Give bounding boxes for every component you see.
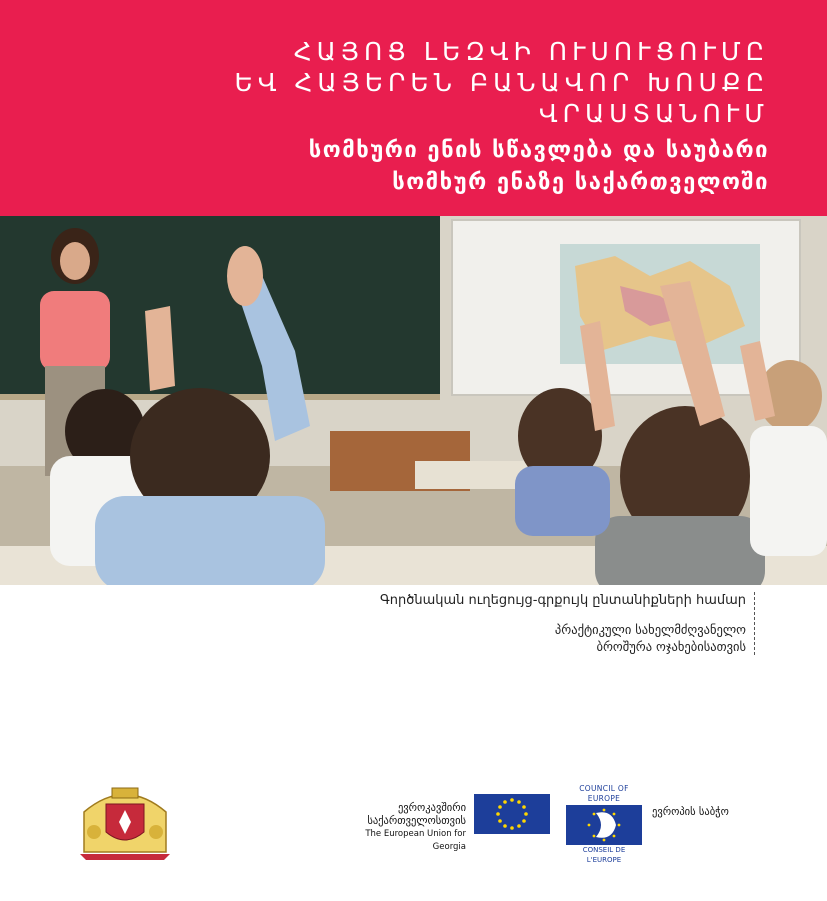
georgian-subtitle-line-1: პრაქტიკული სახელმძღვანელო: [554, 622, 746, 637]
classroom-photo: [0, 216, 827, 585]
coat-of-arms-icon: [74, 782, 176, 862]
armenian-title-line-2: ԵՎ ՀԱՅԵՐԵՆ ԲԱՆԱՎՈՐ ԽՈՍՔԸ: [234, 68, 769, 97]
eu-flag-icon: [474, 794, 550, 834]
georgian-title-line-1: სომხური ენის სწავლება და საუბარი: [308, 138, 769, 163]
coe-bottom-text: CONSEIL DE L'EUROPE: [582, 846, 626, 864]
armenian-title-line-1: ՀԱՅՈՑ ԼԵԶՎԻ ՈՒՍՈՒՑՈՒՄԸ: [293, 37, 769, 66]
logo-strip: [0, 780, 827, 870]
coe-emblem-icon: [566, 805, 642, 845]
title-banner: [0, 0, 827, 216]
subtitle-block: [326, 592, 755, 655]
eu-text-english: The European Union for Georgia: [365, 829, 466, 852]
coe-top-text: COUNCIL OF EUROPE: [579, 784, 629, 803]
georgian-subtitle-line-2: ბროშურა ოჯახებისათვის: [596, 639, 746, 654]
eu-text-line-2: საქართველოსთვის: [367, 815, 466, 827]
armenian-title-line-3: ՎՐԱՍՏԱՆՈՒՄ: [538, 99, 769, 128]
council-of-europe-logo: [566, 784, 642, 864]
eu-text-line-1: ევროკავშირი: [397, 802, 466, 814]
coe-georgian-label: ევროპის საბჭო: [652, 806, 729, 818]
armenian-subtitle: Գործնական ուղեցույց-գրքույկ ընտանիքների համար: [379, 593, 746, 608]
georgian-title-line-2: სომხურ ენაზე საქართველოში: [392, 170, 769, 195]
eu-text: [330, 802, 466, 854]
